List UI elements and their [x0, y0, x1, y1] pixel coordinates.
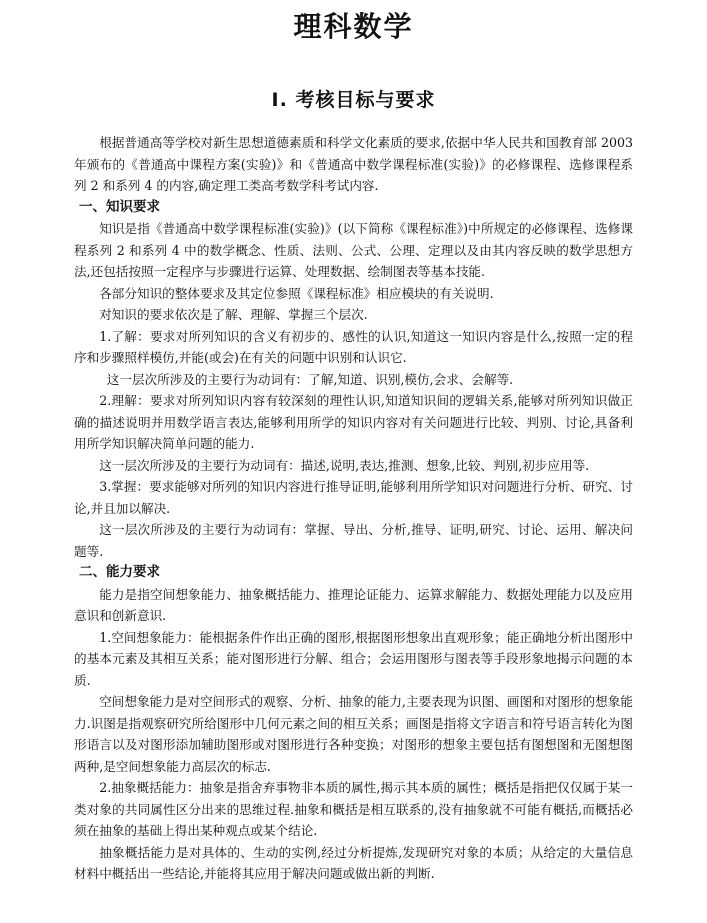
page-title: 理科数学	[293, 10, 414, 43]
paragraph: 这一层次所涉及的主要行为动词有：掌握、导出、分析,推导、证明,研究、讨论、运用、解决问题等.	[74, 522, 633, 559]
subsection-heading: 二、能力要求	[79, 564, 160, 580]
paragraph: 对知识的要求依次是了解、理解、掌握三个层次.	[99, 307, 368, 322]
paragraph: 2.理解：要求对所列知识内容有较深刻的理性认识,知道知识间的逻辑关系,能够对所列知识做正确的描述说明并用数学语言表达,能够利用所学的知识内容对有关问题进行比较、判别、讨论,具备利用所学知识解决简单问题的能力.	[74, 393, 633, 451]
document-body	[74, 132, 633, 885]
paragraph: 知识是指《普通高中数学课程标准(实验)》(以下简称《课程标准》)中所规定的必修课程、选修课程系列 2 和系列 4 中的数学概念、性质、法则、公式、公理、定理以及由其内容反映的数学思想方法,还包括按照一定程序与步骤进行运算、处理数据、绘制图表等基本技能.	[74, 221, 633, 279]
paragraph: 2.抽象概括能力：抽象是指舍弃事物非本质的属性,揭示其本质的属性；概括是指把仅仅属于某一类对象的共同属性区分出来的思维过程.抽象和概括是相互联系的,没有抽象就不可能有概括,而概括必须在抽象的基础上得出某种观点或某个结论.	[74, 780, 633, 838]
section-title: Ⅰ. 考核目标与要求	[271, 89, 436, 111]
subsection-heading: 一、知识要求	[79, 198, 160, 215]
paragraph: 能力是指空间想象能力、抽象概括能力、推理论证能力、运算求解能力、数据处理能力以及应用意识和创新意识.	[74, 586, 633, 623]
paragraph: 1.空间想象能力：能根据条件作出正确的图形,根据图形想象出直观形象；能正确地分析出图形中的基本元素及其相互关系；能对图形进行分解、组合；会运用图形与图表等手段形象地揭示问题的本质.	[74, 629, 633, 688]
paragraph: 3.掌握：要求能够对所列的知识内容进行推导证明,能够利用所学知识对问题进行分析、研究、讨论,并且加以解决.	[74, 479, 633, 516]
paragraph: 抽象概括能力是对具体的、生动的实例,经过分析提炼,发现研究对象的本质；从给定的大量信息材料中概括出一些结论,并能将其应用于解决问题或做出新的判断.	[74, 844, 633, 881]
paragraph: 这一层次所涉及的主要行为动词有：描述,说明,表达,推测、想象,比较、判别,初步应用等.	[99, 457, 590, 473]
document-page	[0, 6, 707, 923]
paragraph: 1.了解：要求对所列知识的含义有初步的、感性的认识,知道这一知识内容是什么,按照一定的程序和步骤照样模仿,并能(或会)在有关的问题中识别和认识它.	[74, 328, 633, 365]
paragraph: 各部分知识的整体要求及其定位参照《课程标准》相应模块的有关说明.	[99, 285, 494, 301]
paragraph: 空间想象能力是对空间形式的观察、分析、抽象的能力,主要表现为识图、画图和对图形的想象能力.识图是指观察研究所给图形中几何元素之间的相互关系；画图是指将文字语言和符号语言转化为图形语言以及对图形添加辅助图形或对图形进行各种变换；对图形的想象主要包括有图想图和无图想图两种,是空间想象能力高层次的标志.	[74, 694, 633, 774]
paragraph: 根据普通高等学校对新生思想道德素质和科学文化素质的要求,依据中华人民共和国教育部 2003 年颁布的《普通高中课程方案(实验)》和《普通高中数学课程标准(实验)》的必修课程、选修课程系列 2 和系列 4 的内容,确定理工类高考数学科考试内容.	[74, 135, 633, 193]
paragraph: 这一层次所涉及的主要行为动词有：了解,知道、识别,模仿,会求、会解等.	[106, 371, 514, 387]
